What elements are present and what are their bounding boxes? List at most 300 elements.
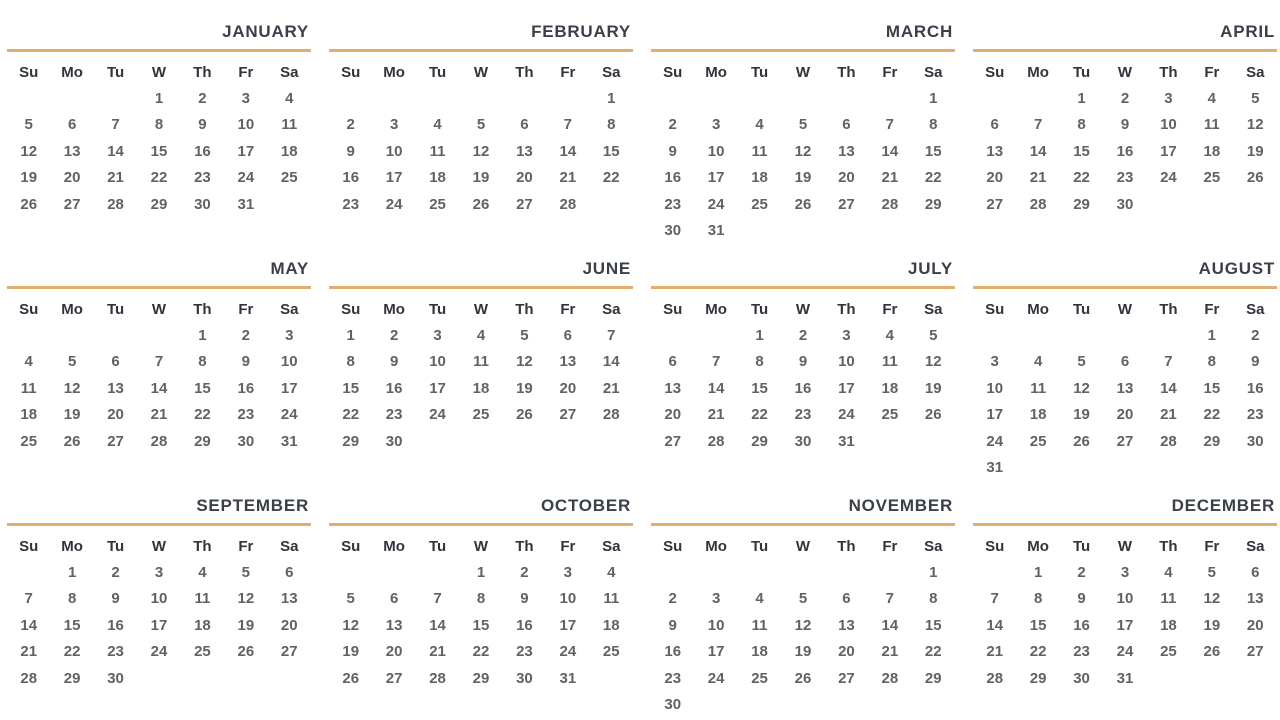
date-cell-september-2: 2 <box>111 564 120 581</box>
weekday-header-w: W <box>795 538 811 555</box>
date-cell-march-5: 5 <box>798 116 808 134</box>
date-cell-july-3: 3 <box>842 327 851 344</box>
date-cell-august-31: 31 <box>986 458 1004 476</box>
date-cell-june-8: 8 <box>346 353 355 371</box>
date-cell-march-30: 30 <box>664 221 682 239</box>
date-cell-january-11: 11 <box>281 116 298 134</box>
weekday-header-sa: Sa <box>1246 301 1265 318</box>
date-cell-march-14: 14 <box>881 142 899 160</box>
weekday-header-tu: Tu <box>428 538 447 555</box>
date-cell-may-31: 31 <box>280 432 298 450</box>
date-cell-january-12: 12 <box>20 142 38 160</box>
date-cell-february-27: 27 <box>516 195 533 213</box>
date-cell-october-26: 26 <box>342 669 360 687</box>
date-cell-january-24: 24 <box>237 169 255 187</box>
date-cell-april-22: 22 <box>1073 169 1090 187</box>
date-cell-june-21: 21 <box>602 379 620 397</box>
date-cell-march-29: 29 <box>924 195 942 213</box>
date-cell-july-30: 30 <box>794 432 812 450</box>
date-cell-september-23: 23 <box>107 643 124 661</box>
date-cell-january-14: 14 <box>107 142 124 160</box>
date-cell-december-26: 26 <box>1203 643 1221 661</box>
date-cell-january-4: 4 <box>285 90 294 107</box>
date-cell-may-13: 13 <box>107 379 124 397</box>
date-cell-july-20: 20 <box>664 406 682 424</box>
date-cell-april-1: 1 <box>1077 90 1086 107</box>
date-cell-january-23: 23 <box>194 169 211 187</box>
weekday-header-tu: Tu <box>750 64 769 81</box>
date-cell-february-23: 23 <box>342 195 360 213</box>
weekday-header-tu: Tu <box>1072 538 1091 555</box>
date-cell-december-20: 20 <box>1246 616 1264 634</box>
month-title-may: MAY <box>7 251 311 289</box>
date-cell-december-7: 7 <box>990 590 999 608</box>
date-cell-august-2: 2 <box>1251 327 1260 344</box>
weekday-header-th: Th <box>1159 64 1178 81</box>
date-cell-january-1: 1 <box>154 90 164 107</box>
date-cell-march-1: 1 <box>929 90 938 107</box>
weekday-header-row <box>329 59 633 86</box>
date-cell-january-26: 26 <box>20 195 38 213</box>
weekday-header-su: Su <box>985 64 1005 81</box>
month-title-december: DECEMBER <box>973 488 1277 526</box>
date-cell-april-12: 12 <box>1246 116 1264 134</box>
date-cell-august-21: 21 <box>1160 406 1177 424</box>
date-cell-august-7: 7 <box>1164 353 1173 371</box>
date-cell-january-20: 20 <box>63 169 81 187</box>
date-cell-march-4: 4 <box>755 116 764 134</box>
weekday-header-tu: Tu <box>750 538 769 555</box>
month-title-october: OCTOBER <box>329 488 633 526</box>
date-cell-july-23: 23 <box>794 406 812 424</box>
month-march <box>651 14 955 251</box>
date-cell-april-3: 3 <box>1164 90 1173 107</box>
date-cell-june-1: 1 <box>346 327 355 344</box>
date-cell-october-19: 19 <box>342 643 360 661</box>
date-cell-march-21: 21 <box>881 169 899 187</box>
date-cell-august-27: 27 <box>1116 432 1134 450</box>
weekday-header-tu: Tu <box>428 301 447 318</box>
date-cell-november-2: 2 <box>668 590 677 608</box>
date-cell-february-13: 13 <box>516 142 533 160</box>
date-cell-february-15: 15 <box>602 142 620 160</box>
date-cell-december-29: 29 <box>1029 669 1047 687</box>
date-cell-may-28: 28 <box>150 432 168 450</box>
date-cell-september-11: 11 <box>194 590 211 608</box>
date-cell-november-23: 23 <box>664 669 682 687</box>
weekday-header-tu: Tu <box>106 64 125 81</box>
weekday-header-th: Th <box>515 538 534 555</box>
date-cell-november-7: 7 <box>885 590 895 608</box>
date-cell-february-22: 22 <box>602 169 620 187</box>
date-cell-april-24: 24 <box>1160 169 1177 187</box>
weekday-header-tu: Tu <box>1072 64 1091 81</box>
date-cell-november-1: 1 <box>929 564 938 581</box>
date-cell-january-6: 6 <box>67 116 77 134</box>
date-cell-december-16: 16 <box>1073 616 1090 634</box>
date-cell-june-26: 26 <box>516 406 533 424</box>
date-cell-december-25: 25 <box>1160 643 1177 661</box>
date-cell-june-18: 18 <box>472 379 490 397</box>
weekday-header-row <box>7 296 311 323</box>
weekday-header-row <box>7 59 311 86</box>
weekday-header-su: Su <box>19 64 39 81</box>
month-date-grid <box>329 560 633 692</box>
date-cell-july-12: 12 <box>924 353 942 371</box>
date-cell-april-2: 2 <box>1120 90 1130 107</box>
date-cell-november-12: 12 <box>794 616 812 634</box>
date-cell-january-13: 13 <box>63 142 81 160</box>
date-cell-october-23: 23 <box>516 643 533 661</box>
weekday-header-tu: Tu <box>106 301 125 318</box>
date-cell-june-14: 14 <box>602 353 620 371</box>
weekday-header-sa: Sa <box>280 538 299 555</box>
date-cell-march-11: 11 <box>751 142 768 160</box>
date-cell-september-12: 12 <box>237 590 255 608</box>
date-cell-may-10: 10 <box>280 353 298 371</box>
month-september <box>7 488 311 720</box>
month-title-march: MARCH <box>651 14 955 52</box>
date-cell-october-17: 17 <box>559 616 577 634</box>
date-cell-april-11: 11 <box>1203 116 1220 134</box>
date-cell-june-16: 16 <box>385 379 403 397</box>
date-cell-june-6: 6 <box>563 327 573 344</box>
date-cell-april-19: 19 <box>1246 142 1264 160</box>
weekday-header-mo: Mo <box>383 538 405 555</box>
month-date-grid <box>329 323 633 455</box>
date-cell-july-16: 16 <box>794 379 812 397</box>
date-cell-april-29: 29 <box>1073 195 1090 213</box>
date-cell-august-8: 8 <box>1207 353 1217 371</box>
date-cell-january-21: 21 <box>107 169 124 187</box>
date-cell-july-10: 10 <box>838 353 855 371</box>
weekday-header-row <box>651 296 955 323</box>
date-cell-april-7: 7 <box>1033 116 1043 134</box>
date-cell-february-5: 5 <box>476 116 486 134</box>
date-cell-october-10: 10 <box>559 590 577 608</box>
date-cell-september-4: 4 <box>198 564 207 581</box>
date-cell-december-31: 31 <box>1116 669 1134 687</box>
month-june <box>329 251 633 488</box>
date-cell-may-19: 19 <box>63 406 81 424</box>
weekday-header-fr: Fr <box>1204 538 1220 555</box>
date-cell-march-13: 13 <box>838 142 855 160</box>
date-cell-may-15: 15 <box>194 379 211 397</box>
weekday-header-sa: Sa <box>1246 538 1265 555</box>
date-cell-december-15: 15 <box>1029 616 1047 634</box>
date-cell-june-29: 29 <box>342 432 360 450</box>
weekday-header-w: W <box>151 64 167 81</box>
weekday-header-tu: Tu <box>1072 301 1091 318</box>
date-cell-november-29: 29 <box>924 669 942 687</box>
date-cell-september-18: 18 <box>194 616 211 634</box>
date-cell-november-10: 10 <box>707 616 725 634</box>
date-cell-november-27: 27 <box>838 669 855 687</box>
weekday-header-th: Th <box>515 301 534 318</box>
weekday-header-su: Su <box>985 538 1005 555</box>
month-october <box>329 488 633 720</box>
weekday-header-fr: Fr <box>238 538 254 555</box>
date-cell-september-7: 7 <box>24 590 33 608</box>
date-cell-march-22: 22 <box>924 169 942 187</box>
weekday-header-fr: Fr <box>882 538 898 555</box>
date-cell-april-15: 15 <box>1073 142 1090 160</box>
month-august <box>973 251 1277 488</box>
date-cell-february-21: 21 <box>559 169 577 187</box>
weekday-header-th: Th <box>837 538 856 555</box>
date-cell-june-10: 10 <box>429 353 446 371</box>
month-title-june: JUNE <box>329 251 633 289</box>
date-cell-june-13: 13 <box>559 353 577 371</box>
weekday-header-w: W <box>1117 538 1133 555</box>
month-title-january: JANUARY <box>7 14 311 52</box>
date-cell-december-4: 4 <box>1164 564 1173 581</box>
weekday-header-row <box>651 533 955 560</box>
weekday-header-sa: Sa <box>602 301 621 318</box>
date-cell-november-5: 5 <box>798 590 808 608</box>
date-cell-september-26: 26 <box>237 643 255 661</box>
date-cell-november-6: 6 <box>842 590 851 608</box>
date-cell-november-25: 25 <box>751 669 768 687</box>
date-cell-march-28: 28 <box>881 195 899 213</box>
month-date-grid <box>973 560 1277 692</box>
date-cell-october-12: 12 <box>342 616 360 634</box>
date-cell-june-2: 2 <box>389 327 399 344</box>
date-cell-august-25: 25 <box>1029 432 1047 450</box>
date-cell-february-4: 4 <box>433 116 442 134</box>
date-cell-february-14: 14 <box>559 142 577 160</box>
date-cell-may-7: 7 <box>154 353 164 371</box>
date-cell-december-1: 1 <box>1033 564 1043 581</box>
date-cell-october-1: 1 <box>476 564 486 581</box>
date-cell-october-30: 30 <box>516 669 533 687</box>
month-date-grid <box>7 560 311 692</box>
date-cell-april-13: 13 <box>986 142 1004 160</box>
weekday-header-w: W <box>151 538 167 555</box>
date-cell-july-11: 11 <box>881 353 898 371</box>
date-cell-november-21: 21 <box>881 643 899 661</box>
date-cell-july-18: 18 <box>881 379 899 397</box>
date-cell-march-6: 6 <box>842 116 851 134</box>
date-cell-november-3: 3 <box>711 590 721 608</box>
date-cell-july-14: 14 <box>707 379 725 397</box>
date-cell-june-19: 19 <box>516 379 533 397</box>
weekday-header-w: W <box>795 301 811 318</box>
date-cell-may-22: 22 <box>194 406 211 424</box>
date-cell-september-17: 17 <box>150 616 168 634</box>
date-cell-may-21: 21 <box>150 406 168 424</box>
weekday-header-th: Th <box>837 64 856 81</box>
date-cell-december-11: 11 <box>1160 590 1177 608</box>
date-cell-may-2: 2 <box>241 327 251 344</box>
date-cell-october-9: 9 <box>520 590 529 608</box>
date-cell-july-22: 22 <box>751 406 768 424</box>
month-december <box>973 488 1277 720</box>
date-cell-january-18: 18 <box>280 142 298 160</box>
date-cell-september-9: 9 <box>111 590 120 608</box>
weekday-header-mo: Mo <box>705 64 727 81</box>
date-cell-april-14: 14 <box>1029 142 1047 160</box>
date-cell-december-13: 13 <box>1246 590 1264 608</box>
date-cell-august-16: 16 <box>1246 379 1264 397</box>
date-cell-may-14: 14 <box>150 379 168 397</box>
date-cell-february-12: 12 <box>472 142 490 160</box>
date-cell-june-30: 30 <box>385 432 403 450</box>
date-cell-may-20: 20 <box>107 406 124 424</box>
date-cell-july-9: 9 <box>798 353 808 371</box>
date-cell-august-26: 26 <box>1073 432 1090 450</box>
date-cell-july-27: 27 <box>664 432 682 450</box>
date-cell-july-7: 7 <box>711 353 721 371</box>
date-cell-february-11: 11 <box>429 142 446 160</box>
date-cell-january-28: 28 <box>107 195 124 213</box>
date-cell-december-22: 22 <box>1029 643 1047 661</box>
weekday-header-mo: Mo <box>705 301 727 318</box>
weekday-header-sa: Sa <box>602 538 621 555</box>
weekday-header-mo: Mo <box>1027 538 1049 555</box>
weekday-header-mo: Mo <box>61 64 83 81</box>
date-cell-november-18: 18 <box>751 643 768 661</box>
date-cell-october-24: 24 <box>559 643 577 661</box>
date-cell-october-5: 5 <box>346 590 355 608</box>
date-cell-november-22: 22 <box>924 643 942 661</box>
date-cell-may-1: 1 <box>198 327 207 344</box>
date-cell-january-31: 31 <box>237 195 255 213</box>
date-cell-april-25: 25 <box>1203 169 1221 187</box>
month-title-april: APRIL <box>973 14 1277 52</box>
weekday-header-row <box>651 59 955 86</box>
date-cell-may-26: 26 <box>63 432 81 450</box>
date-cell-january-27: 27 <box>63 195 81 213</box>
date-cell-may-3: 3 <box>285 327 294 344</box>
weekday-header-th: Th <box>837 301 856 318</box>
date-cell-september-27: 27 <box>280 643 298 661</box>
date-cell-august-12: 12 <box>1073 379 1090 397</box>
weekday-header-su: Su <box>19 538 39 555</box>
date-cell-september-24: 24 <box>150 643 168 661</box>
date-cell-march-8: 8 <box>929 116 938 134</box>
date-cell-july-31: 31 <box>838 432 855 450</box>
month-date-grid <box>651 560 955 718</box>
weekday-header-mo: Mo <box>61 538 83 555</box>
date-cell-september-6: 6 <box>285 564 294 581</box>
date-cell-june-11: 11 <box>473 353 489 371</box>
date-cell-august-30: 30 <box>1246 432 1264 450</box>
date-cell-september-3: 3 <box>154 564 164 581</box>
date-cell-october-4: 4 <box>607 564 616 581</box>
date-cell-may-12: 12 <box>63 379 81 397</box>
date-cell-november-16: 16 <box>664 643 682 661</box>
date-cell-september-25: 25 <box>194 643 211 661</box>
date-cell-august-3: 3 <box>990 353 999 371</box>
date-cell-december-2: 2 <box>1077 564 1086 581</box>
weekday-header-row <box>973 59 1277 86</box>
date-cell-october-29: 29 <box>472 669 490 687</box>
date-cell-december-28: 28 <box>986 669 1004 687</box>
date-cell-june-12: 12 <box>516 353 533 371</box>
date-cell-may-29: 29 <box>194 432 211 450</box>
weekday-header-mo: Mo <box>383 301 405 318</box>
date-cell-february-18: 18 <box>429 169 446 187</box>
date-cell-march-27: 27 <box>838 195 855 213</box>
date-cell-august-24: 24 <box>986 432 1004 450</box>
date-cell-november-14: 14 <box>881 616 899 634</box>
date-cell-november-13: 13 <box>838 616 855 634</box>
date-cell-october-6: 6 <box>389 590 399 608</box>
month-november <box>651 488 955 720</box>
date-cell-april-27: 27 <box>986 195 1004 213</box>
date-cell-december-23: 23 <box>1073 643 1090 661</box>
date-cell-march-7: 7 <box>885 116 895 134</box>
date-cell-october-28: 28 <box>429 669 446 687</box>
month-date-grid <box>651 323 955 455</box>
date-cell-april-30: 30 <box>1116 195 1134 213</box>
date-cell-march-25: 25 <box>751 195 768 213</box>
date-cell-july-5: 5 <box>929 327 938 344</box>
date-cell-february-16: 16 <box>342 169 360 187</box>
date-cell-june-24: 24 <box>429 406 446 424</box>
date-cell-april-4: 4 <box>1207 90 1217 107</box>
date-cell-october-13: 13 <box>385 616 403 634</box>
date-cell-july-21: 21 <box>707 406 725 424</box>
date-cell-november-24: 24 <box>707 669 725 687</box>
weekday-header-sa: Sa <box>1246 64 1265 81</box>
weekday-header-row <box>329 533 633 560</box>
date-cell-may-9: 9 <box>241 353 251 371</box>
weekday-header-w: W <box>151 301 167 318</box>
date-cell-february-17: 17 <box>385 169 403 187</box>
weekday-header-w: W <box>473 301 489 318</box>
date-cell-january-5: 5 <box>24 116 33 134</box>
date-cell-august-10: 10 <box>986 379 1004 397</box>
date-cell-may-11: 11 <box>20 379 37 397</box>
date-cell-march-19: 19 <box>794 169 812 187</box>
date-cell-january-8: 8 <box>154 116 164 134</box>
date-cell-january-22: 22 <box>150 169 168 187</box>
date-cell-october-15: 15 <box>472 616 490 634</box>
weekday-header-fr: Fr <box>882 301 898 318</box>
date-cell-september-22: 22 <box>63 643 81 661</box>
date-cell-september-8: 8 <box>67 590 77 608</box>
date-cell-january-7: 7 <box>111 116 120 134</box>
month-date-grid <box>651 86 955 244</box>
date-cell-january-17: 17 <box>237 142 255 160</box>
date-cell-october-20: 20 <box>385 643 403 661</box>
date-cell-november-20: 20 <box>838 643 855 661</box>
date-cell-june-4: 4 <box>476 327 486 344</box>
date-cell-november-30: 30 <box>664 695 682 713</box>
date-cell-april-23: 23 <box>1116 169 1134 187</box>
date-cell-march-9: 9 <box>668 142 677 160</box>
weekday-header-su: Su <box>985 301 1005 318</box>
date-cell-june-25: 25 <box>472 406 490 424</box>
date-cell-april-10: 10 <box>1160 116 1177 134</box>
weekday-header-th: Th <box>193 301 212 318</box>
month-date-grid <box>7 86 311 218</box>
date-cell-november-8: 8 <box>929 590 938 608</box>
weekday-header-th: Th <box>193 64 212 81</box>
date-cell-june-3: 3 <box>433 327 442 344</box>
date-cell-april-9: 9 <box>1120 116 1130 134</box>
weekday-header-sa: Sa <box>602 64 621 81</box>
month-date-grid <box>329 86 633 218</box>
date-cell-september-13: 13 <box>280 590 298 608</box>
date-cell-july-4: 4 <box>885 327 895 344</box>
date-cell-august-29: 29 <box>1203 432 1221 450</box>
date-cell-december-17: 17 <box>1116 616 1134 634</box>
weekday-header-fr: Fr <box>882 64 898 81</box>
date-cell-march-24: 24 <box>707 195 725 213</box>
